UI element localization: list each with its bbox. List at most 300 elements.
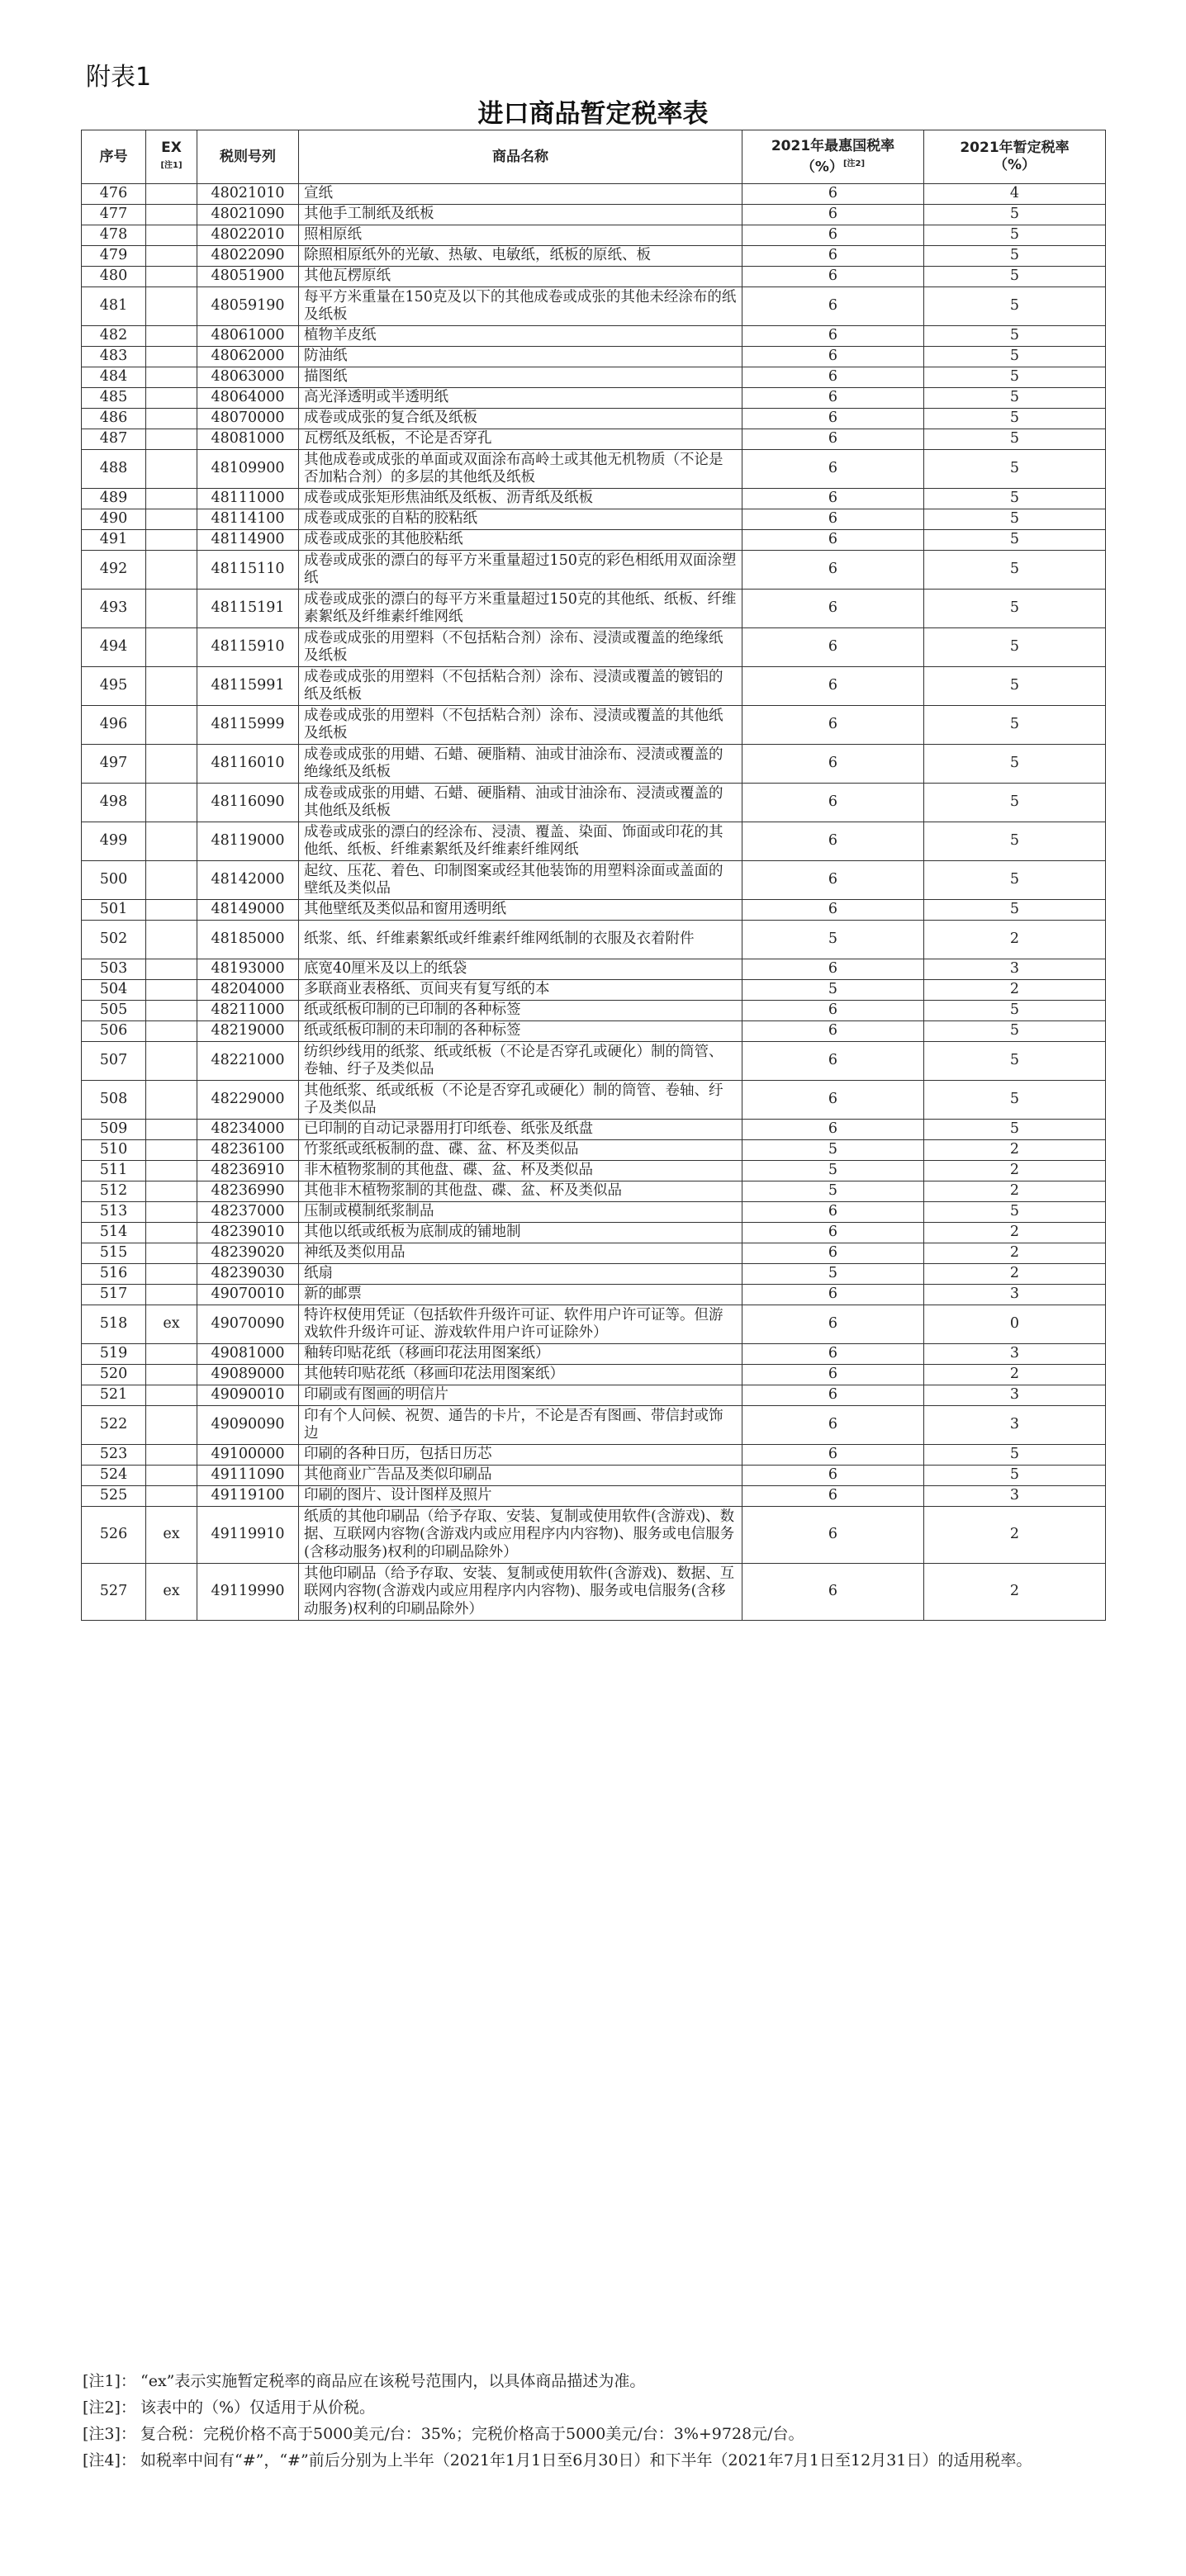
row-ex-flag [146, 551, 197, 590]
row-ex-flag [146, 1406, 197, 1445]
row-mfn-rate: 6 [742, 1445, 924, 1466]
table-row [82, 667, 1106, 706]
row-mfn-rate: 6 [742, 959, 924, 980]
row-tariff-code: 48022090 [197, 246, 299, 267]
table-row [82, 900, 1106, 921]
row-product-name: 纸或纸板印制的未印制的各种标签 [299, 1021, 742, 1042]
row-temporary-rate: 0 [924, 1305, 1106, 1344]
row-mfn-rate: 6 [742, 1365, 924, 1385]
row-product-name: 印有个人问候、祝贺、通告的卡片，不论是否有图画、带信封或饰边 [299, 1406, 742, 1445]
row-tariff-code: 48193000 [197, 959, 299, 980]
row-ex-flag [146, 1001, 197, 1021]
table-row [82, 1001, 1106, 1021]
table-row [82, 1202, 1106, 1223]
row-number: 482 [82, 326, 146, 347]
header-name: 商品名称 [299, 130, 742, 184]
header-mfn-line1: 2021年最惠国税率 [771, 137, 895, 154]
row-tariff-code: 49089000 [197, 1365, 299, 1385]
row-product-name: 已印制的自动记录器用打印纸卷、纸张及纸盘 [299, 1120, 742, 1140]
row-tariff-code: 48064000 [197, 388, 299, 409]
row-product-name: 成卷或成张的漂白的每平方米重量超过150克的其他纸、纸板、纤维素絮纸及纤维素纤维网纸 [299, 590, 742, 628]
row-number: 484 [82, 367, 146, 388]
table-row [82, 267, 1106, 287]
row-ex-flag [146, 667, 197, 706]
row-number: 476 [82, 184, 146, 205]
row-product-name: 纺织纱线用的纸浆、纸或纸板（不论是否穿孔或硬化）制的筒管、卷轴、纡子及类似品 [299, 1042, 742, 1081]
row-number: 511 [82, 1161, 146, 1181]
row-temporary-rate: 2 [924, 1181, 1106, 1202]
row-product-name: 每平方米重量在150克及以下的其他成卷或成张的其他未经涂布的纸及纸板 [299, 287, 742, 326]
row-number: 524 [82, 1466, 146, 1486]
row-mfn-rate: 6 [742, 1564, 924, 1621]
row-ex-flag [146, 1202, 197, 1223]
row-tariff-code: 48114100 [197, 509, 299, 530]
row-product-name: 特许权使用凭证（包括软件升级许可证、软件用户许可证等。但游戏软件升级许可证、游戏软件用户许可证除外） [299, 1305, 742, 1344]
row-tariff-code: 48115110 [197, 551, 299, 590]
row-mfn-rate: 6 [742, 489, 924, 509]
row-ex-flag [146, 326, 197, 347]
row-tariff-code: 48114900 [197, 530, 299, 551]
table-row [82, 287, 1106, 326]
row-tariff-code: 48115999 [197, 706, 299, 745]
row-mfn-rate: 5 [742, 921, 924, 959]
row-mfn-rate: 6 [742, 1001, 924, 1021]
row-product-name: 多联商业表格纸、页间夹有复写纸的本 [299, 980, 742, 1001]
table-row [82, 1223, 1106, 1243]
table-header-row [82, 130, 1106, 184]
row-tariff-code: 48239010 [197, 1223, 299, 1243]
table-row [82, 1021, 1106, 1042]
table-row [82, 530, 1106, 551]
row-ex-flag [146, 246, 197, 267]
table-row [82, 246, 1106, 267]
row-temporary-rate: 2 [924, 1140, 1106, 1161]
row-mfn-rate: 6 [742, 861, 924, 900]
row-number: 508 [82, 1081, 146, 1120]
row-temporary-rate: 5 [924, 450, 1106, 489]
row-number: 515 [82, 1243, 146, 1264]
row-tariff-code: 48022010 [197, 225, 299, 246]
row-tariff-code: 48234000 [197, 1120, 299, 1140]
row-number: 510 [82, 1140, 146, 1161]
row-ex-flag [146, 1120, 197, 1140]
row-tariff-code: 48051900 [197, 267, 299, 287]
row-mfn-rate: 6 [742, 1507, 924, 1564]
row-ex-flag: ex [146, 1507, 197, 1564]
row-ex-flag [146, 267, 197, 287]
row-mfn-rate: 5 [742, 1161, 924, 1181]
table-row [82, 184, 1106, 205]
row-mfn-rate: 6 [742, 1344, 924, 1365]
table-row [82, 980, 1106, 1001]
row-ex-flag [146, 745, 197, 784]
row-product-name: 底宽40厘米及以上的纸袋 [299, 959, 742, 980]
row-tariff-code: 48239030 [197, 1264, 299, 1285]
footnote-text: 复合税：完税价格不高于5000美元/台：35%；完税价格高于5000美元/台：3%+9728元/台。 [140, 2425, 804, 2443]
row-mfn-rate: 5 [742, 1181, 924, 1202]
row-product-name: 成卷或成张的其他胶粘纸 [299, 530, 742, 551]
row-ex-flag [146, 1365, 197, 1385]
row-mfn-rate: 6 [742, 450, 924, 489]
row-temporary-rate: 2 [924, 1507, 1106, 1564]
footnote [83, 2447, 1103, 2474]
row-tariff-code: 48219000 [197, 1021, 299, 1042]
row-mfn-rate: 6 [742, 822, 924, 861]
table-row [82, 205, 1106, 225]
row-number: 506 [82, 1021, 146, 1042]
table-row [82, 1285, 1106, 1305]
row-tariff-code: 48142000 [197, 861, 299, 900]
row-product-name: 高光泽透明或半透明纸 [299, 388, 742, 409]
header-mfn-note: [注2] [842, 159, 866, 168]
row-tariff-code: 49090090 [197, 1406, 299, 1445]
row-product-name: 其他印刷品（给予存取、安装、复制或使用软件(含游戏)、数据、互联网内容物(含游戏内或应用程序内内容物)、服务或电信服务(含移动服务)权利的印刷品除外） [299, 1564, 742, 1621]
header-ex-label: EX [161, 140, 182, 156]
row-tariff-code: 49119990 [197, 1564, 299, 1621]
row-mfn-rate: 6 [742, 287, 924, 326]
row-temporary-rate: 5 [924, 706, 1106, 745]
row-number: 523 [82, 1445, 146, 1466]
row-tariff-code: 48111000 [197, 489, 299, 509]
row-number: 499 [82, 822, 146, 861]
row-temporary-rate: 5 [924, 1120, 1106, 1140]
row-product-name: 宣纸 [299, 184, 742, 205]
table-row [82, 959, 1106, 980]
row-number: 481 [82, 287, 146, 326]
row-ex-flag [146, 1181, 197, 1202]
row-tariff-code: 48229000 [197, 1081, 299, 1120]
row-number: 512 [82, 1181, 146, 1202]
row-temporary-rate: 2 [924, 1161, 1106, 1181]
row-ex-flag [146, 706, 197, 745]
row-number: 501 [82, 900, 146, 921]
row-mfn-rate: 6 [742, 1021, 924, 1042]
row-number: 517 [82, 1285, 146, 1305]
row-number: 509 [82, 1120, 146, 1140]
row-ex-flag: ex [146, 1564, 197, 1621]
row-number: 483 [82, 347, 146, 367]
row-product-name: 成卷或成张的用塑料（不包括粘合剂）涂布、浸渍或覆盖的其他纸及纸板 [299, 706, 742, 745]
row-mfn-rate: 6 [742, 1202, 924, 1223]
table-row [82, 1406, 1106, 1445]
row-product-name: 成卷或成张的漂白的经涂布、浸渍、覆盖、染面、饰面或印花的其他纸、纸板、纤维素絮纸及纤维素纤维网纸 [299, 822, 742, 861]
row-product-name: 其他以纸或纸板为底制成的铺地制 [299, 1223, 742, 1243]
row-temporary-rate: 5 [924, 1042, 1106, 1081]
row-temporary-rate: 5 [924, 347, 1106, 367]
row-number: 505 [82, 1001, 146, 1021]
row-number: 503 [82, 959, 146, 980]
row-ex-flag [146, 1385, 197, 1406]
row-mfn-rate: 6 [742, 225, 924, 246]
row-ex-flag [146, 409, 197, 429]
row-temporary-rate: 3 [924, 1406, 1106, 1445]
header-temp [924, 130, 1106, 184]
table-row [82, 1365, 1106, 1385]
row-ex-flag [146, 1223, 197, 1243]
row-ex-flag [146, 1161, 197, 1181]
row-mfn-rate: 6 [742, 1081, 924, 1120]
row-ex-flag: ex [146, 1305, 197, 1344]
row-number: 490 [82, 509, 146, 530]
row-temporary-rate: 4 [924, 184, 1106, 205]
table-row [82, 590, 1106, 628]
table-row [82, 1445, 1106, 1466]
row-mfn-rate: 6 [742, 590, 924, 628]
row-mfn-rate: 6 [742, 326, 924, 347]
row-number: 519 [82, 1344, 146, 1365]
row-product-name: 植物羊皮纸 [299, 326, 742, 347]
row-tariff-code: 48115191 [197, 590, 299, 628]
row-temporary-rate: 5 [924, 246, 1106, 267]
row-temporary-rate: 5 [924, 267, 1106, 287]
row-temporary-rate: 5 [924, 489, 1106, 509]
row-temporary-rate: 5 [924, 509, 1106, 530]
row-product-name: 成卷或成张的用蜡、石蜡、硬脂精、油或甘油涂布、浸渍或覆盖的绝缘纸及纸板 [299, 745, 742, 784]
row-ex-flag [146, 822, 197, 861]
row-number: 518 [82, 1305, 146, 1344]
row-temporary-rate: 5 [924, 590, 1106, 628]
header-ex [146, 130, 197, 184]
row-temporary-rate: 5 [924, 530, 1106, 551]
row-tariff-code: 49119100 [197, 1486, 299, 1507]
row-mfn-rate: 6 [742, 509, 924, 530]
row-temporary-rate: 5 [924, 225, 1106, 246]
row-temporary-rate: 2 [924, 1365, 1106, 1385]
row-temporary-rate: 5 [924, 326, 1106, 347]
row-product-name: 描图纸 [299, 367, 742, 388]
row-ex-flag [146, 590, 197, 628]
row-number: 521 [82, 1385, 146, 1406]
row-product-name: 印刷的各种日历，包括日历芯 [299, 1445, 742, 1466]
row-product-name: 成卷或成张的复合纸及纸板 [299, 409, 742, 429]
row-number: 527 [82, 1564, 146, 1621]
row-product-name: 成卷或成张的自粘的胶粘纸 [299, 509, 742, 530]
row-number: 498 [82, 784, 146, 822]
row-temporary-rate: 5 [924, 861, 1106, 900]
footnote-tag: [注4]： [83, 2451, 136, 2469]
table-row [82, 1161, 1106, 1181]
row-mfn-rate: 6 [742, 667, 924, 706]
row-tariff-code: 48221000 [197, 1042, 299, 1081]
row-temporary-rate: 5 [924, 551, 1106, 590]
row-temporary-rate: 5 [924, 1021, 1106, 1042]
table-row [82, 225, 1106, 246]
row-ex-flag [146, 921, 197, 959]
row-product-name: 照相原纸 [299, 225, 742, 246]
row-ex-flag [146, 205, 197, 225]
row-product-name: 成卷或成张的用塑料（不包括粘合剂）涂布、浸渍或覆盖的绝缘纸及纸板 [299, 628, 742, 667]
row-mfn-rate: 6 [742, 551, 924, 590]
row-tariff-code: 49070010 [197, 1285, 299, 1305]
row-ex-flag [146, 509, 197, 530]
header-no: 序号 [82, 130, 146, 184]
row-temporary-rate: 3 [924, 1285, 1106, 1305]
table-row [82, 409, 1106, 429]
row-mfn-rate: 6 [742, 784, 924, 822]
row-mfn-rate: 6 [742, 1466, 924, 1486]
row-temporary-rate: 5 [924, 1081, 1106, 1120]
row-temporary-rate: 5 [924, 287, 1106, 326]
header-temp-line2: （%） [993, 157, 1037, 173]
row-number: 497 [82, 745, 146, 784]
row-mfn-rate: 6 [742, 388, 924, 409]
table-row [82, 1120, 1106, 1140]
row-tariff-code: 48239020 [197, 1243, 299, 1264]
row-ex-flag [146, 450, 197, 489]
row-mfn-rate: 6 [742, 1486, 924, 1507]
row-mfn-rate: 6 [742, 1243, 924, 1264]
row-number: 502 [82, 921, 146, 959]
row-tariff-code: 49119910 [197, 1507, 299, 1564]
row-tariff-code: 49090010 [197, 1385, 299, 1406]
row-number: 491 [82, 530, 146, 551]
row-mfn-rate: 6 [742, 267, 924, 287]
row-tariff-code: 48081000 [197, 429, 299, 450]
row-product-name: 其他成卷或成张的单面或双面涂布高岭土或其他无机物质（不论是否加粘合剂）的多层的其他纸及纸板 [299, 450, 742, 489]
header-mfn-line2: （%） [800, 159, 843, 176]
table-row [82, 1486, 1106, 1507]
row-number: 480 [82, 267, 146, 287]
row-number: 513 [82, 1202, 146, 1223]
row-temporary-rate: 5 [924, 900, 1106, 921]
row-mfn-rate: 6 [742, 1285, 924, 1305]
row-ex-flag [146, 287, 197, 326]
row-mfn-rate: 6 [742, 900, 924, 921]
table-row [82, 921, 1106, 959]
table-row [82, 429, 1106, 450]
table-row [82, 1385, 1106, 1406]
row-ex-flag [146, 1140, 197, 1161]
row-tariff-code: 49070090 [197, 1305, 299, 1344]
table-row [82, 1507, 1106, 1564]
row-temporary-rate: 5 [924, 409, 1106, 429]
table-row [82, 706, 1106, 745]
row-product-name: 瓦楞纸及纸板，不论是否穿孔 [299, 429, 742, 450]
row-product-name: 成卷或成张的用塑料（不包括粘合剂）涂布、浸渍或覆盖的镀铝的纸及纸板 [299, 667, 742, 706]
row-number: 516 [82, 1264, 146, 1285]
table-row [82, 1466, 1106, 1486]
table-row [82, 1564, 1106, 1621]
row-number: 507 [82, 1042, 146, 1081]
table-row [82, 1081, 1106, 1120]
row-number: 477 [82, 205, 146, 225]
row-ex-flag [146, 388, 197, 409]
row-number: 496 [82, 706, 146, 745]
row-mfn-rate: 6 [742, 347, 924, 367]
row-temporary-rate: 5 [924, 1445, 1106, 1466]
row-temporary-rate: 2 [924, 1564, 1106, 1621]
row-ex-flag [146, 429, 197, 450]
row-mfn-rate: 5 [742, 980, 924, 1001]
row-temporary-rate: 5 [924, 745, 1106, 784]
row-ex-flag [146, 184, 197, 205]
row-mfn-rate: 6 [742, 530, 924, 551]
row-number: 504 [82, 980, 146, 1001]
row-mfn-rate: 6 [742, 429, 924, 450]
row-ex-flag [146, 1264, 197, 1285]
row-mfn-rate: 5 [742, 1264, 924, 1285]
row-temporary-rate: 5 [924, 429, 1106, 450]
table-row [82, 784, 1106, 822]
row-product-name: 防油纸 [299, 347, 742, 367]
row-tariff-code: 48063000 [197, 367, 299, 388]
footnote-tag: [注2]： [83, 2398, 136, 2417]
row-product-name: 除照相原纸外的光敏、热敏、电敏纸，纸板的原纸、板 [299, 246, 742, 267]
footnote [83, 2394, 1103, 2421]
row-tariff-code: 48236990 [197, 1181, 299, 1202]
header-ex-note: [注1] [160, 161, 183, 170]
row-tariff-code: 48115910 [197, 628, 299, 667]
row-ex-flag [146, 1042, 197, 1081]
row-ex-flag [146, 1021, 197, 1042]
row-mfn-rate: 5 [742, 1140, 924, 1161]
row-product-name: 其他手工制纸及纸板 [299, 205, 742, 225]
row-mfn-rate: 6 [742, 628, 924, 667]
row-product-name: 其他壁纸及类似品和窗用透明纸 [299, 900, 742, 921]
row-product-name: 其他转印贴花纸（移画印花法用图案纸） [299, 1365, 742, 1385]
row-mfn-rate: 6 [742, 246, 924, 267]
row-temporary-rate: 5 [924, 784, 1106, 822]
row-temporary-rate: 3 [924, 1486, 1106, 1507]
row-product-name: 成卷或成张矩形焦油纸及纸板、沥青纸及纸板 [299, 489, 742, 509]
footnote-tag: [注1]： [83, 2372, 136, 2390]
table-row [82, 509, 1106, 530]
header-temp-line1: 2021年暂定税率 [960, 140, 1070, 156]
row-number: 489 [82, 489, 146, 509]
row-temporary-rate: 5 [924, 822, 1106, 861]
table-row [82, 489, 1106, 509]
row-tariff-code: 48116010 [197, 745, 299, 784]
row-number: 492 [82, 551, 146, 590]
table-row [82, 1042, 1106, 1081]
table-row [82, 367, 1106, 388]
row-mfn-rate: 6 [742, 205, 924, 225]
row-tariff-code: 49111090 [197, 1466, 299, 1486]
row-temporary-rate: 2 [924, 1243, 1106, 1264]
row-temporary-rate: 5 [924, 367, 1106, 388]
row-ex-flag [146, 959, 197, 980]
row-ex-flag [146, 1081, 197, 1120]
row-ex-flag [146, 489, 197, 509]
row-tariff-code: 48062000 [197, 347, 299, 367]
header-mfn [742, 130, 924, 184]
row-temporary-rate: 2 [924, 980, 1106, 1001]
row-tariff-code: 48236910 [197, 1161, 299, 1181]
table-row [82, 745, 1106, 784]
row-number: 520 [82, 1365, 146, 1385]
row-mfn-rate: 6 [742, 367, 924, 388]
row-number: 486 [82, 409, 146, 429]
row-temporary-rate: 5 [924, 1466, 1106, 1486]
row-product-name: 成卷或成张的用蜡、石蜡、硬脂精、油或甘油涂布、浸渍或覆盖的其他纸及纸板 [299, 784, 742, 822]
row-number: 495 [82, 667, 146, 706]
row-ex-flag [146, 347, 197, 367]
row-ex-flag [146, 1344, 197, 1365]
row-product-name: 其他瓦楞原纸 [299, 267, 742, 287]
footnote [83, 2368, 1103, 2394]
table-row [82, 388, 1106, 409]
table-row [82, 628, 1106, 667]
table-row [82, 1181, 1106, 1202]
row-ex-flag [146, 530, 197, 551]
table-row [82, 1344, 1106, 1365]
row-number: 494 [82, 628, 146, 667]
row-product-name: 纸扇 [299, 1264, 742, 1285]
row-product-name: 非木植物浆制的其他盘、碟、盆、杯及类似品 [299, 1161, 742, 1181]
table-row [82, 450, 1106, 489]
table-row [82, 822, 1106, 861]
row-product-name: 其他商业广告品及类似印刷品 [299, 1466, 742, 1486]
